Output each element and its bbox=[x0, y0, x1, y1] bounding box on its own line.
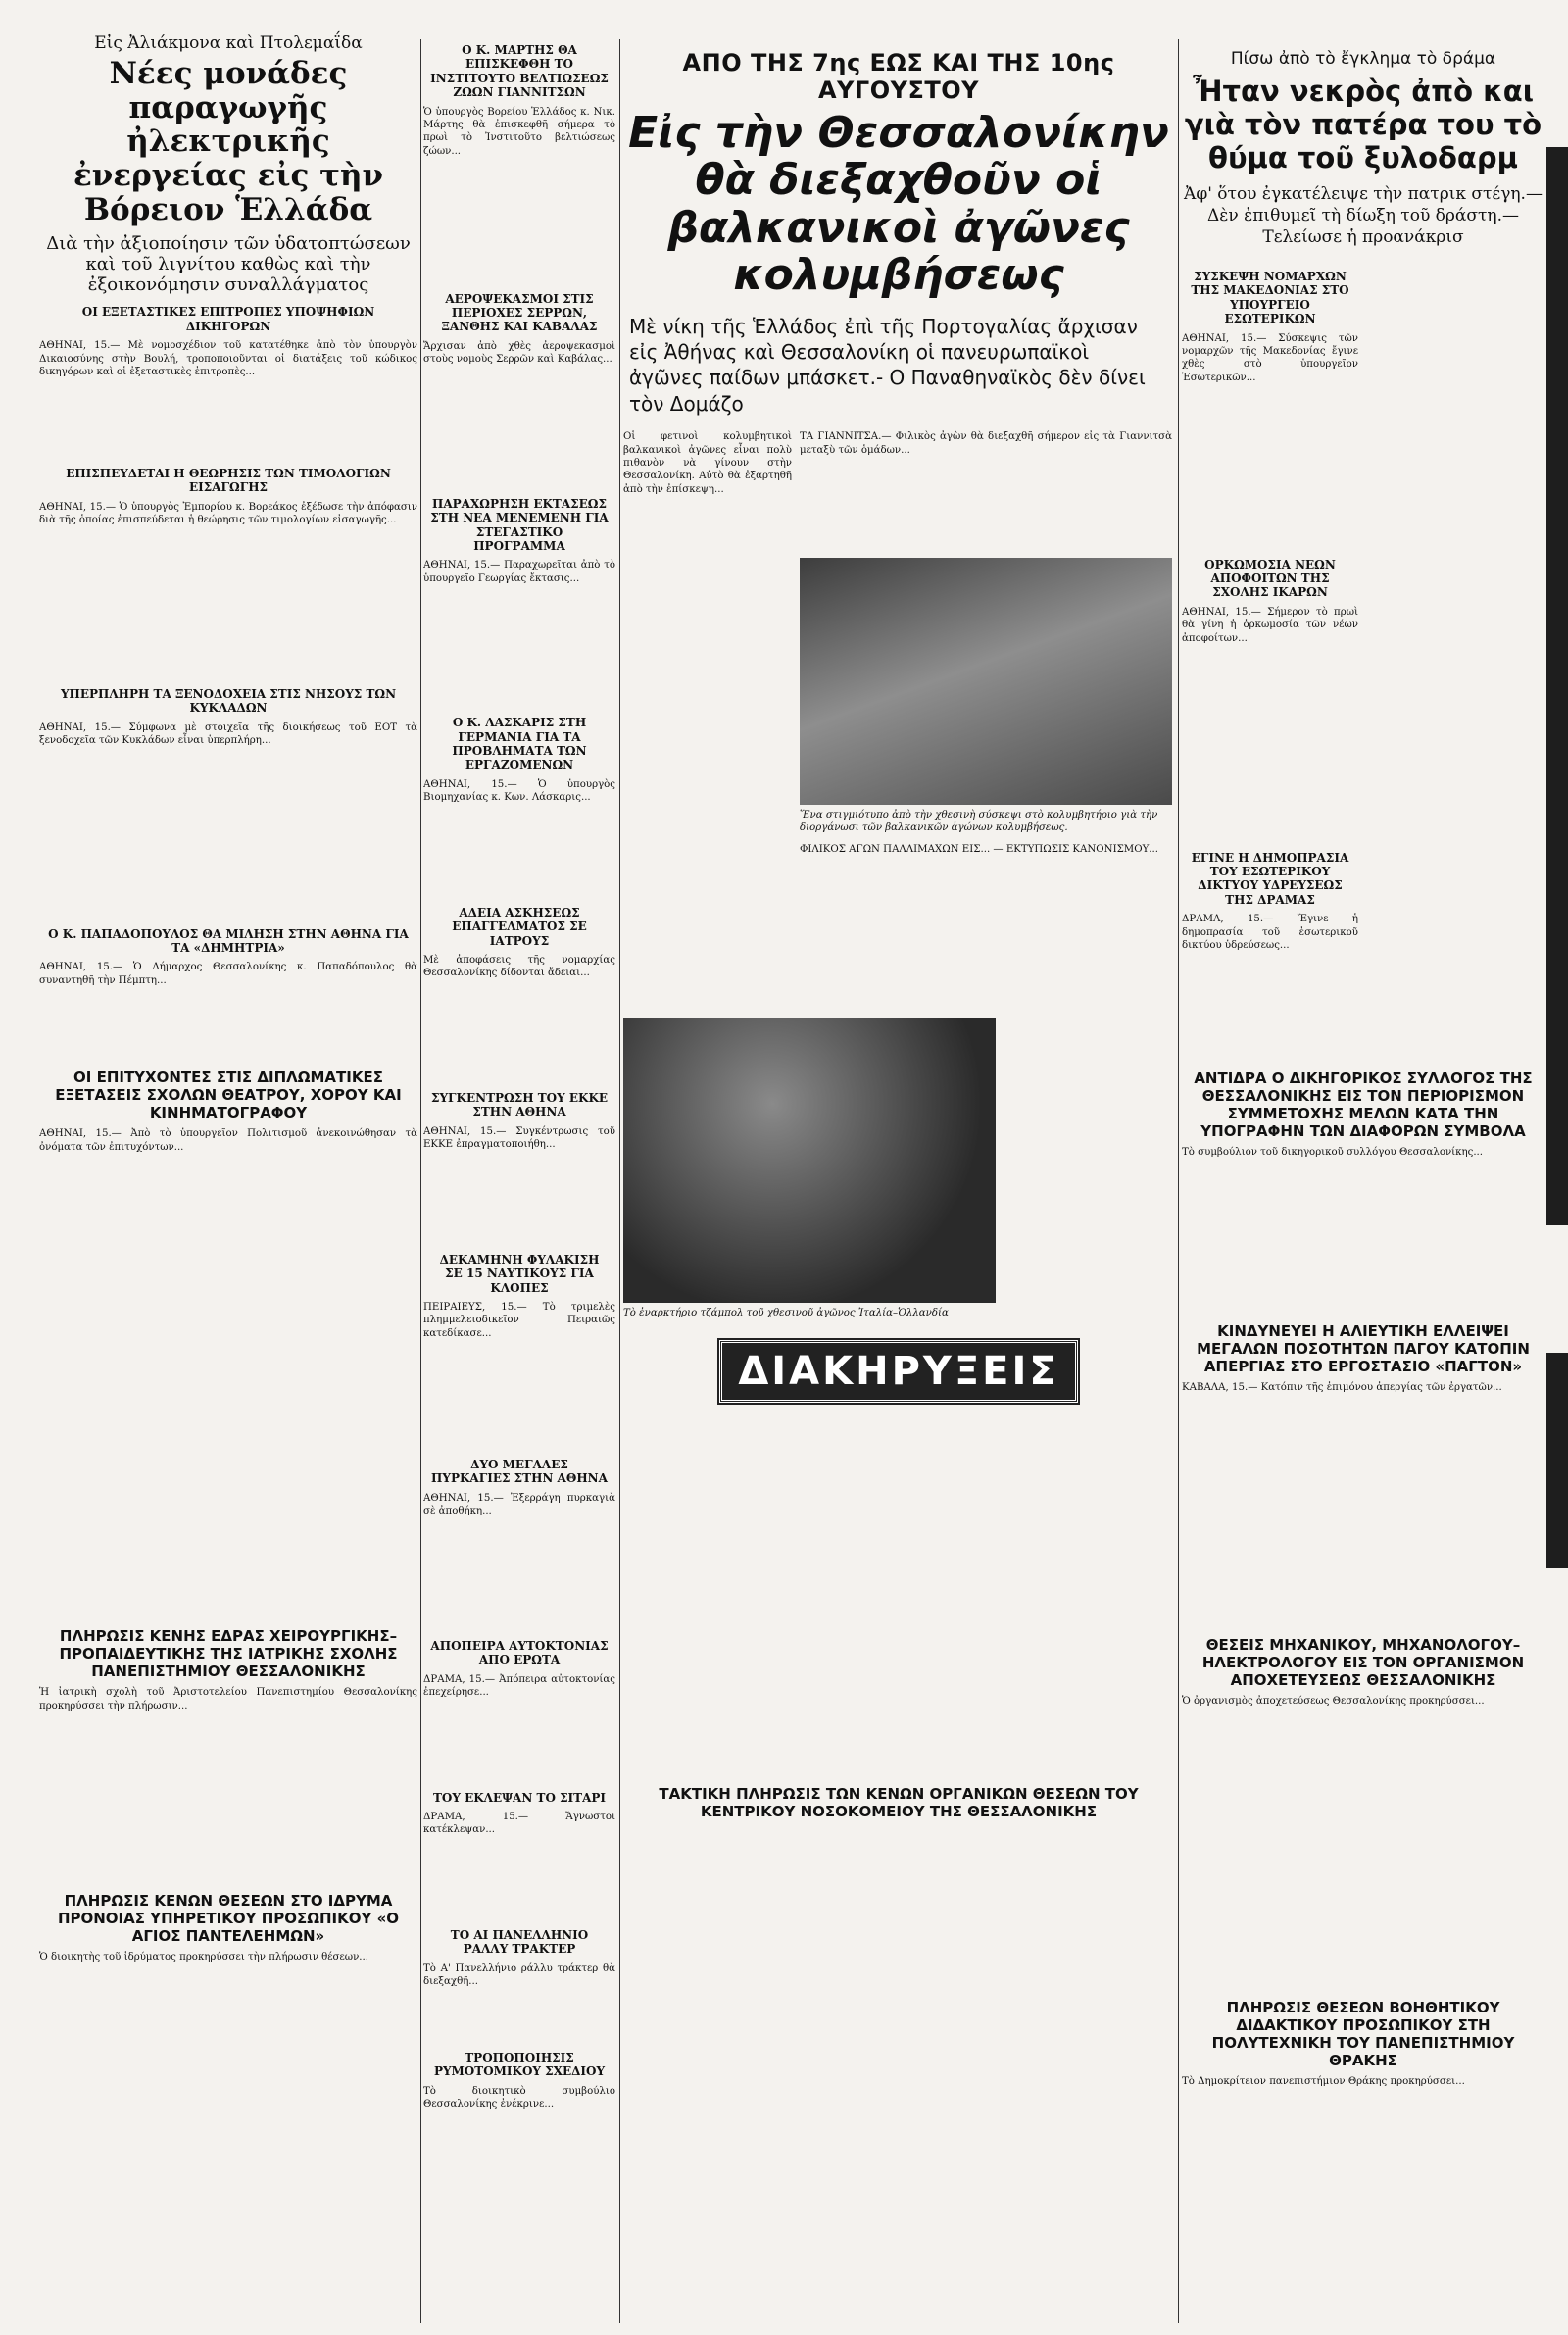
page-edge-shadow bbox=[1546, 147, 1568, 1225]
article bbox=[423, 1639, 615, 1781]
article-body: Τὸ Α' Πανελλήνιο ράλλυ τράκτερ θὰ διεξαχθῆ... bbox=[423, 1962, 615, 1988]
kicker: Εἰς Ἀλιάκμονα καὶ Πτολεμαΐδα bbox=[94, 33, 363, 53]
article bbox=[39, 927, 417, 1060]
column-4 bbox=[1182, 0, 1544, 2335]
column-3-lead bbox=[623, 0, 1174, 2335]
article-body: Ὁ ὑπουργὸς Βορείου Ἑλλάδος κ. Νικ. Μάρτης θὰ ἐπισκεφθῆ σήμερα τὸ πρωὶ τὸ Ἰνστιτοῦτο βελτιώσεως ζώων... bbox=[423, 106, 615, 157]
lead-body: ΦΙΛΙΚΟΣ ΑΓΩΝ ΠΑΛΛΙΜΑΧΩΝ ΕΙΣ... — ΕΚΤΥΠΩΣΙΣ ΚΑΝΟΝΙΣΜΟΥ... bbox=[800, 843, 1159, 855]
article-headline: Ο Κ. ΜΑΡΤΗΣ ΘΑ ΕΠΙΣΚΕΦΘΗ ΤΟ ΙΝΣΤΙΤΟΥΤΟ ΒΕΛΤΙΩΣΕΩΣ ΖΩΩΝ ΓΙΑΝΝΙΤΣΩΝ bbox=[430, 43, 609, 100]
lead-kicker: ΑΠΟ ΤΗΣ 7ης ΕΩΣ ΚΑΙ ΤΗΣ 10ης ΑΥΓΟΥΣΤΟΥ bbox=[682, 49, 1115, 104]
article-headline: ΟΡΚΩΜΟΣΙΑ ΝΕΩΝ ΑΠΟΦΟΙΤΩΝ ΤΗΣ ΣΧΟΛΗΣ ΙΚΑΡΩΝ bbox=[1204, 557, 1336, 600]
article bbox=[423, 2051, 615, 2242]
article-body bbox=[1366, 260, 1533, 946]
article-body: ΠΕΙΡΑΙΕΥΣ, 15.— Τὸ τριμελὲς πλημμελειοδικεῖον Πειραιῶς κατεδίκασε... bbox=[423, 1301, 615, 1339]
article bbox=[1182, 1069, 1544, 1313]
article-headline: ΠΛΗΡΩΣΙΣ ΚΕΝΗΣ ΕΔΡΑΣ ΧΕΙΡΟΥΡΓΙΚΗΣ–ΠΡΟΠΑΙΔΕΥΤΙΚΗΣ ΤΗΣ ΙΑΤΡΙΚΗΣ ΣΧΟΛΗΣ ΠΑΝΕΠΙΣΤΗΜΙΟΥ ΘΕΣΣΑΛΟΝΙΚΗΣ bbox=[59, 1627, 398, 1681]
column-rule bbox=[420, 39, 421, 2323]
article-body: ΔΡΑΜΑ, 15.— Ἄγνωστοι κατέκλεψαν... bbox=[423, 1811, 615, 1836]
article bbox=[39, 1892, 417, 2186]
article-body: ΑΘΗΝΑΙ, 15.— Σύμφωνα μὲ στοιχεῖα τῆς διοικήσεως τοῦ ΕΟΤ τὰ ξενοδοχεῖα τῶν Κυκλάδων εἶναι ὑπερπλήρη... bbox=[39, 721, 417, 747]
headline: Νέες μονάδες παραγωγῆς ἠλεκτρικῆς ἐνεργείας εἰς τὴν Βόρειον Ἑλλάδα bbox=[73, 56, 384, 227]
section-banner: ΔΙΑΚΗΡΥΞΕΙΣ bbox=[719, 1340, 1078, 1403]
article bbox=[39, 1627, 417, 1882]
article-body: ΑΘΗΝΑΙ, 15.— Συγκέντρωσις τοῦ ΕΚΚΕ ἐπραγματοποιήθη... bbox=[423, 1125, 615, 1151]
article bbox=[423, 1253, 615, 1448]
photo-caption: Τὸ ἐναρκτήριο τζάμπολ τοῦ χθεσινοῦ ἀγῶνος Ἰταλία–Ὁλλανδία bbox=[623, 1308, 949, 1319]
article-headline: ΕΓΙΝΕ Η ΔΗΜΟΠΡΑΣΙΑ ΤΟΥ ΕΣΩΤΕΡΙΚΟΥ ΔΙΚΤΥΟΥ ΥΔΡΕΥΣΕΩΣ ΤΗΣ ΔΡΑΜΑΣ bbox=[1191, 850, 1349, 907]
article bbox=[1182, 1999, 1544, 2271]
notices-body bbox=[623, 1827, 1174, 2023]
article-headline: ΟΙ ΕΠΙΤΥΧΟΝΤΕΣ ΣΤΙΣ ΔΙΠΛΩΜΑΤΙΚΕΣ ΕΞΕΤΑΣΕΙΣ ΣΧΟΛΩΝ ΘΕΑΤΡΟΥ, ΧΟΡΟΥ ΚΑΙ ΚΙΝΗΜΑΤΟΓΡΑΦΟΥ bbox=[55, 1068, 402, 1122]
deck: Διὰ τὴν ἀξιοποίησιν τῶν ὑδατοπτώσεων καὶ τοῦ λιγνίτου καθὼς καὶ τὴν ἐξοικονόμησιν συναλλάγματος bbox=[46, 232, 411, 296]
notices-body bbox=[623, 1411, 1174, 1773]
article bbox=[423, 43, 615, 282]
article bbox=[423, 497, 615, 707]
headline: Ἦταν νεκρὸς ἀπὸ και γιὰ τὸν πατέρα του τὸ θύμα τοῦ ξυλοδαρμ bbox=[1184, 75, 1543, 175]
article bbox=[1182, 1636, 1544, 1989]
article-body: Τὸ διοικητικὸ συμβούλιο Θεσσαλονίκης ἐνέκρινε... bbox=[423, 2085, 615, 2110]
article-headline: ΔΕΚΑΜΗΝΗ ΦΥΛΑΚΙΣΗ ΣΕ 15 ΝΑΥΤΙΚΟΥΣ ΓΙΑ ΚΛΟΠΕΣ bbox=[439, 1252, 600, 1295]
photo-caption: Ἕνα στιγμιότυπο ἀπὸ τὴν χθεσινὴ σύσκεψι στὸ κολυμβητήριο γιὰ τὴν διοργάνωσι τῶν βαλκανικῶν ἀγώνων κολυμβήσεως. bbox=[800, 810, 1158, 834]
article-body: ΔΡΑΜΑ, 15.— Ἔγινε ἡ δημοπρασία τοῦ ἐσωτερικοῦ δικτύου ὑδρεύσεως... bbox=[1182, 914, 1358, 952]
article-headline: ΣΥΓΚΕΝΤΡΩΣΗ ΤΟΥ ΕΚΚΕ ΣΤΗΝ ΑΘΗΝΑ bbox=[430, 1091, 609, 1119]
article bbox=[1182, 558, 1358, 841]
article bbox=[39, 687, 417, 918]
article-headline: ΤΟ ΑΙ ΠΑΝΕΛΛΗΝΙΟ ΡΑΛΛΥ ΤΡΑΚΤΕΡ bbox=[450, 1927, 589, 1957]
article-body: ΑΘΗΝΑΙ, 15.— Ἐξερράγη πυρκαγιὰ σὲ ἀποθήκη... bbox=[423, 1492, 615, 1517]
article bbox=[423, 1458, 615, 1629]
article-body: ΔΡΑΜΑ, 15.— Ἀπόπειρα αὐτοκτονίας ἐπεχείρησε... bbox=[423, 1673, 615, 1698]
article-headline: ΑΠΟΠΕΙΡΑ ΑΥΤΟΚΤΟΝΙΑΣ ΑΠΟ ΕΡΩΤΑ bbox=[430, 1638, 609, 1667]
kicker: Πίσω ἀπὸ τὸ ἔγκλημα τὸ δράμα bbox=[1230, 49, 1496, 69]
article bbox=[1182, 1322, 1544, 1626]
article-body: Τὸ συμβούλιον τοῦ δικηγορικοῦ συλλόγου Θεσσαλονίκης... bbox=[1182, 1147, 1484, 1159]
article-body: ΑΘΗΝΑΙ, 15.— Ἀπὸ τὸ ὑπουργεῖον Πολιτισμοῦ ἀνεκοινώθησαν τὰ ὀνόματα τῶν ἐπιτυχόντων... bbox=[39, 1128, 417, 1153]
article bbox=[423, 1091, 615, 1243]
notice-headline: ΤΑΚΤΙΚΗ ΠΛΗΡΩΣΙΣ ΤΩΝ ΚΕΝΩΝ ΟΡΓΑΝΙΚΩΝ ΘΕΣΕΩΝ ΤΟΥ ΚΕΝΤΡΙΚΟΥ ΝΟΣΟΚΟΜΕΙΟΥ ΤΗΣ ΘΕΣΣΑΛΟΝΙΚΗΣ bbox=[659, 1785, 1139, 1821]
column-2 bbox=[423, 0, 615, 2335]
article-body: Ἡ ἰατρικὴ σχολὴ τοῦ Ἀριστοτελείου Πανεπιστημίου Θεσσαλονίκης προκηρύσσει τὴν πλήρωσιν... bbox=[39, 1687, 417, 1712]
article-body: ΑΘΗΝΑΙ, 15.— Ὁ Δήμαρχος Θεσσαλονίκης κ. Παπαδόπουλος θὰ συναντηθῆ τὴν Πέμπτη... bbox=[39, 962, 417, 986]
article bbox=[39, 1068, 417, 1617]
article bbox=[39, 467, 417, 677]
article-body: ΑΘΗΝΑΙ, 15.— Παραχωρεῖται ἀπὸ τὸ ὑπουργεῖο Γεωργίας ἔκτασις... bbox=[423, 560, 615, 584]
article-body: Ὁ ὀργανισμὸς ἀποχετεύσεως Θεσσαλονίκης προκηρύσσει... bbox=[1182, 1696, 1485, 1708]
article-headline: ΤΡΟΠΟΠΟΙΗΣΙΣ ΡΥΜΟΤΟΜΙΚΟΥ ΣΧΕΔΙΟΥ bbox=[433, 2050, 606, 2079]
article-headline: Ο Κ. ΠΑΠΑΔΟΠΟΥΛΟΣ ΘΑ ΜΙΛΗΣΗ ΣΤΗΝ ΑΘΗΝΑ ΓΙΑ ΤΑ «ΔΗΜΗΤΡΙΑ» bbox=[48, 926, 409, 956]
article bbox=[423, 1928, 615, 2041]
lead-body: Οἱ φετινοὶ κολυμβητικοὶ βαλκανικοὶ ἀγῶνες εἶναι πολὺ πιθανὸν νὰ γίνουν στὴν Θεσσαλονίκη. Αὐτὸ θὰ ἐξαρτηθῆ ἀπὸ τὴν ἐπίσκεψη... bbox=[623, 431, 792, 495]
article-headline: Ο Κ. ΛΑΣΚΑΡΙΣ ΣΤΗ ΓΕΡΜΑΝΙΑ ΓΙΑ ΤΑ ΠΡΟΒΛΗΜΑΤΑ ΤΩΝ ΕΡΓΑΖΟΜΕΝΩΝ bbox=[452, 716, 587, 772]
article-body: ΑΘΗΝΑΙ, 15.— Ὁ ὑπουργὸς Ἐμπορίου κ. Βορεάκος ἐξέδωσε τὴν ἀπόφασιν διὰ τῆς ὁποίας ἐπισπεύδεται ἡ θεώρησις τῶν τιμολογίων εἰσαγωγῆς... bbox=[39, 501, 417, 526]
article bbox=[423, 1791, 615, 1918]
article-headline: ΑΝΤΙΔΡΑ Ο ΔΙΚΗΓΟΡΙΚΟΣ ΣΥΛΛΟΓΟΣ ΤΗΣ ΘΕΣΣΑΛΟΝΙΚΗΣ ΕΙΣ ΤΟΝ ΠΕΡΙΟΡΙΣΜΟΝ ΣΥΜΜΕΤΟΧΗΣ ΜΕΛΩΝ ΚΑΤΑ ΤΗΝ ΥΠΟΓΡΑΦΗΝ ΤΩΝ ΔΙΑΦΟΡΩΝ ΣΥΜΒΟΛΑ bbox=[1194, 1069, 1533, 1141]
article-body: Ἄρχισαν ἀπὸ χθὲς ἀεροψεκασμοὶ στοὺς νομοὺς Σερρῶν καὶ Καβάλας... bbox=[423, 340, 615, 366]
article bbox=[39, 305, 417, 457]
article-headline: ΚΙΝΔΥΝΕΥΕΙ Η ΑΛΙΕΥΤΙΚΗ ΕΛΛΕΙΨΕΙ ΜΕΓΑΛΩΝ ΠΟΣΟΤΗΤΩΝ ΠΑΓΟΥ ΚΑΤΟΠΙΝ ΑΠΕΡΓΙΑΣ ΣΤΟ ΕΡΓΟΣΤΑΣΙΟ «ΠΑΓΤΟΝ» bbox=[1197, 1322, 1530, 1376]
page-edge-shadow bbox=[1546, 1353, 1568, 1568]
article-headline: ΠΛΗΡΩΣΙΣ ΘΕΣΕΩΝ ΒΟΗΘΗΤΙΚΟΥ ΔΙΔΑΚΤΙΚΟΥ ΠΡΟΣΩΠΙΚΟΥ ΣΤΗ ΠΟΛΥΤΕΧΝΙΚΗ ΤΟΥ ΠΑΝΕΠΙΣΤΗΜΙΟΥ ΘΡΑΚΗΣ bbox=[1211, 1999, 1515, 2070]
article-headline: ΟΙ ΕΞΕΤΑΣΤΙΚΕΣ ΕΠΙΤΡΟΠΕΣ ΥΠΟΨΗΦΙΩΝ ΔΙΚΗΓΟΡΩΝ bbox=[81, 305, 375, 333]
article-body: ΑΘΗΝΑΙ, 15.— Σύσκεψις τῶν νομαρχῶν τῆς Μακεδονίας ἔγινε χθὲς στὸ ὑπουργεῖον Ἐσωτερικῶν... bbox=[1182, 332, 1358, 383]
article-headline: ΥΠΕΡΠΛΗΡΗ ΤΑ ΞΕΝΟΔΟΧΕΙΑ ΣΤΙΣ ΝΗΣΟΥΣ ΤΩΝ ΚΥΚΛΑΔΩΝ bbox=[60, 686, 397, 716]
article bbox=[1182, 851, 1358, 1061]
article-headline: ΕΠΙΣΠΕΥΔΕΤΑΙ Η ΘΕΩΡΗΣΙΣ ΤΩΝ ΤΙΜΟΛΟΓΙΩΝ ΕΙΣΑΓΩΓΗΣ bbox=[66, 467, 391, 495]
article-headline: ΠΑΡΑΧΩΡΗΣΗ ΕΚΤΑΣΕΩΣ ΣΤΗ ΝΕΑ ΜΕΝΕΜΕΝΗ ΓΙΑ ΣΤΕΓΑΣΤΙΚΟ ΠΡΟΓΡΑΜΜΑ bbox=[430, 496, 609, 553]
article bbox=[423, 292, 615, 487]
column-rule bbox=[619, 39, 620, 2323]
article-headline: ΑΔΕΙΑ ΑΣΚΗΣΕΩΣ ΕΠΑΓΓΕΛΜΑΤΟΣ ΣΕ ΙΑΤΡΟΥΣ bbox=[452, 905, 587, 948]
article-headline: ΠΛΗΡΩΣΙΣ ΚΕΝΩΝ ΘΕΣΕΩΝ ΣΤΟ ΙΔΡΥΜΑ ΠΡΟΝΟΙΑΣ ΥΠΗΡΕΤΙΚΟΥ ΠΡΟΣΩΠΙΚΟΥ «Ο ΑΓΙΟΣ ΠΑΝΤΕΛΕΗΜΩΝ» bbox=[57, 1892, 400, 1946]
column-1 bbox=[39, 0, 417, 2335]
article-headline: ΣΥΣΚΕΨΗ ΝΟΜΑΡΧΩΝ ΤΗΣ ΜΑΚΕΔΟΝΙΑΣ ΣΤΟ ΥΠΟΥΡΓΕΙΟ ΕΣΩΤΕΡΙΚΩΝ bbox=[1191, 269, 1349, 326]
article-headline: ΤΟΥ ΕΚΛΕΨΑΝ ΤΟ ΣΙΤΑΡΙ bbox=[432, 1790, 607, 1805]
article-body: Μὲ ἀποφάσεις τῆς νομαρχίας Θεσσαλονίκης δίδονται ἄδειαι... bbox=[423, 955, 615, 979]
article-body: Τὸ Δημοκρίτειον πανεπιστήμιον Θράκης προκηρύσσει... bbox=[1182, 2076, 1465, 2088]
lead-body bbox=[1004, 1018, 1172, 1332]
article-body: ΑΘΗΝΑΙ, 15.— Ὁ ὑπουργὸς Βιομηχανίας κ. Κων. Λάσκαρις... bbox=[423, 778, 615, 804]
article bbox=[423, 906, 615, 1081]
lead-deck: Μὲ νίκη τῆς Ἑλλάδος ἐπὶ τῆς Πορτογαλίας ἄρχισαν εἰς Ἀθήνας καὶ Θεσσαλονίκη οἱ πανευρωπαϊκοὶ ἀγῶνες παίδων μπάσκετ.- Ο Παναθηναϊκὸς δὲν δίνει τὸν Δομάζο bbox=[629, 314, 1146, 416]
article-body: ΑΘΗΝΑΙ, 15.— Σήμερον τὸ πρωὶ θὰ γίνη ἡ ὁρκωμοσία τῶν νέων ἀποφοίτων... bbox=[1182, 606, 1358, 644]
article-headline: ΔΥΟ ΜΕΓΑΛΕΣ ΠΥΡΚΑΓΙΕΣ ΣΤΗΝ ΑΘΗΝΑ bbox=[431, 1457, 608, 1486]
article bbox=[423, 716, 615, 896]
article-body: ΚΑΒΑΛΑ, 15.— Κατόπιν τῆς ἐπιμόνου ἀπεργίας τῶν ἐργατῶν... bbox=[1182, 1382, 1502, 1394]
article bbox=[1182, 270, 1358, 548]
article-body: Ὁ διοικητὴς τοῦ ἱδρύματος προκηρύσσει τὴν πλήρωσιν θέσεων... bbox=[39, 1952, 368, 1963]
article-body: ΑΘΗΝΑΙ, 15.— Μὲ νομοσχέδιον τοῦ κατατέθηκε ἀπὸ τὸν ὑπουργὸν Δικαιοσύνης στὴν Βουλή, τροποποιοῦνται οἱ διατάξεις τοῦ κώδικος δικηγόρων καὶ οἱ ἐξεταστικὲς ἐπιτροπὲς... bbox=[39, 340, 417, 377]
article-headline: ΑΕΡΟΨΕΚΑΣΜΟΙ ΣΤΙΣ ΠΕΡΙΟΧΕΣ ΣΕΡΡΩΝ, ΞΑΝΘΗΣ ΚΑΙ ΚΑΒΑΛΑΣ bbox=[441, 291, 598, 334]
deck: Ἀφ' ὅτου ἐγκατέλειψε τὴν πατρικ στέγη.— Δὲν ἐπιθυμεῖ τὴ δίωξη τοῦ δράστη.— Τελείωσε ἡ προανάκρισ bbox=[1184, 183, 1543, 247]
lead-headline: Εἰς τὴν Θεσσαλονίκην θὰ διεξαχθοῦν οἱ βαλκανικοὶ ἀγῶνες κολυμβήσεως bbox=[628, 108, 1169, 301]
lead-body: ΤΑ ΓΙΑΝΝΙΤΣΑ.— Φιλικὸς ἀγὼν θὰ διεξαχθῆ σήμερον εἰς τὰ Γιαννιτσὰ μεταξὺ τῶν ὁμάδων... bbox=[800, 431, 1172, 456]
column-rule bbox=[1178, 39, 1179, 2323]
photo-basketball bbox=[623, 1018, 996, 1303]
photo-meeting bbox=[800, 558, 1172, 805]
article-headline: ΘΕΣΕΙΣ ΜΗΧΑΝΙΚΟΥ, ΜΗΧΑΝΟΛΟΓΟΥ–ΗΛΕΚΤΡΟΛΟΓΟΥ ΕΙΣ ΤΟΝ ΟΡΓΑΝΙΣΜΟΝ ΑΠΟΧΕΤΕΥΣΕΩΣ ΘΕΣΣΑΛΟΝΙΚΗΣ bbox=[1201, 1636, 1525, 1690]
